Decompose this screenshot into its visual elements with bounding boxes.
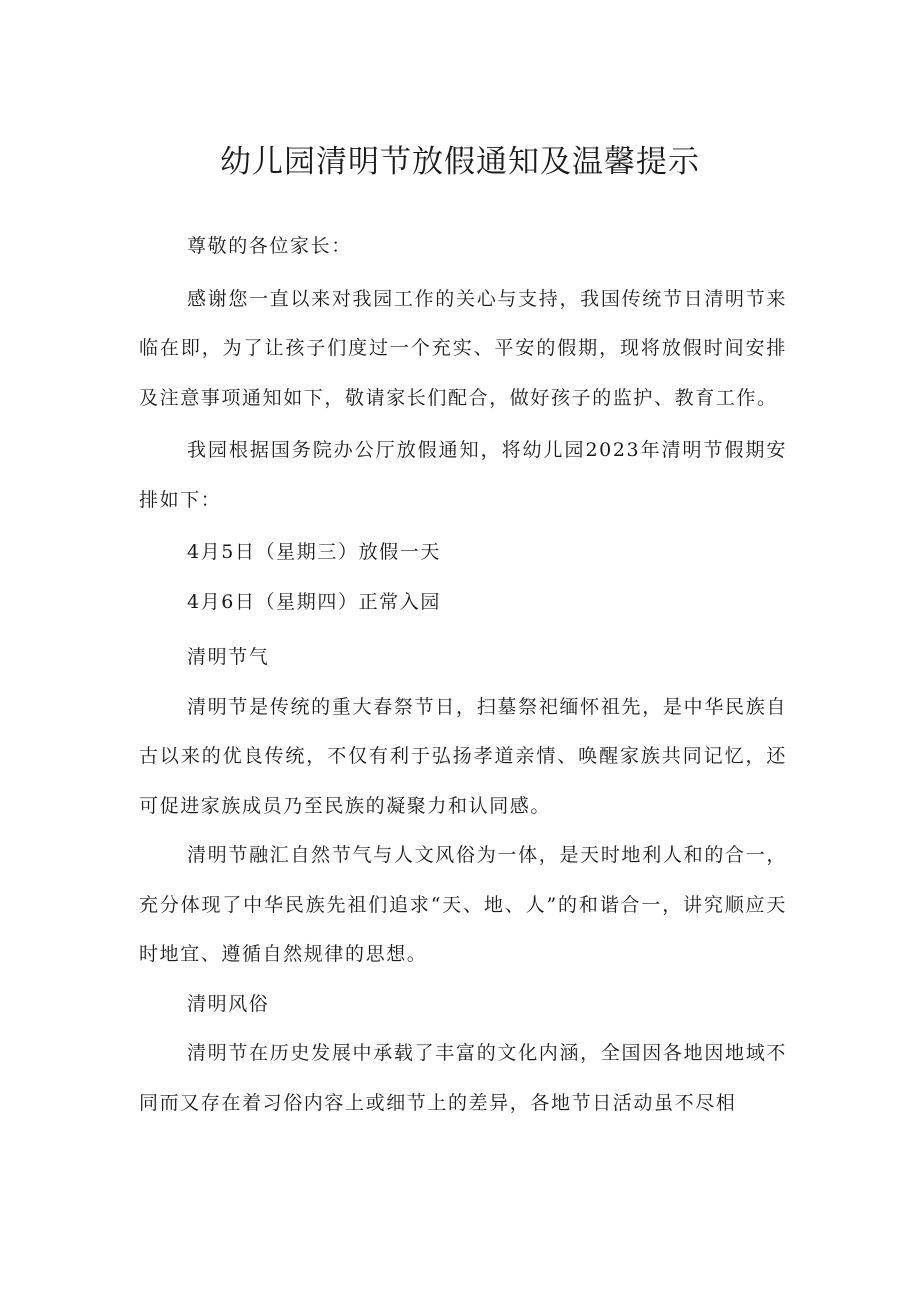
salutation: 尊敬的各位家长： [187, 235, 352, 257]
intro-paragraph: 感谢您一直以来对我园工作的关心与支持，我国传统节日清明节来临在即，为了让孩子们度过一个充实、平安的假期，现将放假时间安排及注意事项通知如下，敬请家长们配合，做好孩子的监护、教育工作。 [139, 287, 787, 409]
section-heading-qingming-solar-term: 清明节气 [187, 646, 270, 668]
section-paragraph: 清明节在历史发展中承载了丰富的文化内涵，全国因各地因地域不同而又存在着习俗内容上或细节上的差异，各地节日活动虽不尽相 [139, 1042, 787, 1114]
schedule-item: 4月5日（星期三）放假一天 [187, 541, 441, 563]
schedule-intro-paragraph: 我园根据国务院办公厅放假通知，将幼儿园2023年清明节假期安排如下： [139, 439, 787, 511]
section-heading-qingming-customs: 清明风俗 [187, 992, 270, 1015]
section-paragraph: 清明节是传统的重大春祭节日，扫墓祭祀缅怀祖先，是中华民族自古以来的优良传统，不仅有利于弘扬孝道亲情、唤醒家族共同记忆，还可促进家族成员乃至民族的凝聚力和认同感。 [139, 695, 787, 817]
document-title: 幼儿园清明节放假通知及温馨提示 [220, 144, 700, 180]
schedule-item: 4月6日（星期四）正常入园 [187, 590, 441, 613]
section-paragraph: 清明节融汇自然节气与人文风俗为一体，是天时地利人和的合一，充分体现了中华民族先祖们追求“天、地、人”的和谐合一，讲究顺应天时地宜、遵循自然规律的思想。 [139, 844, 787, 965]
document-body [139, 222, 787, 1128]
